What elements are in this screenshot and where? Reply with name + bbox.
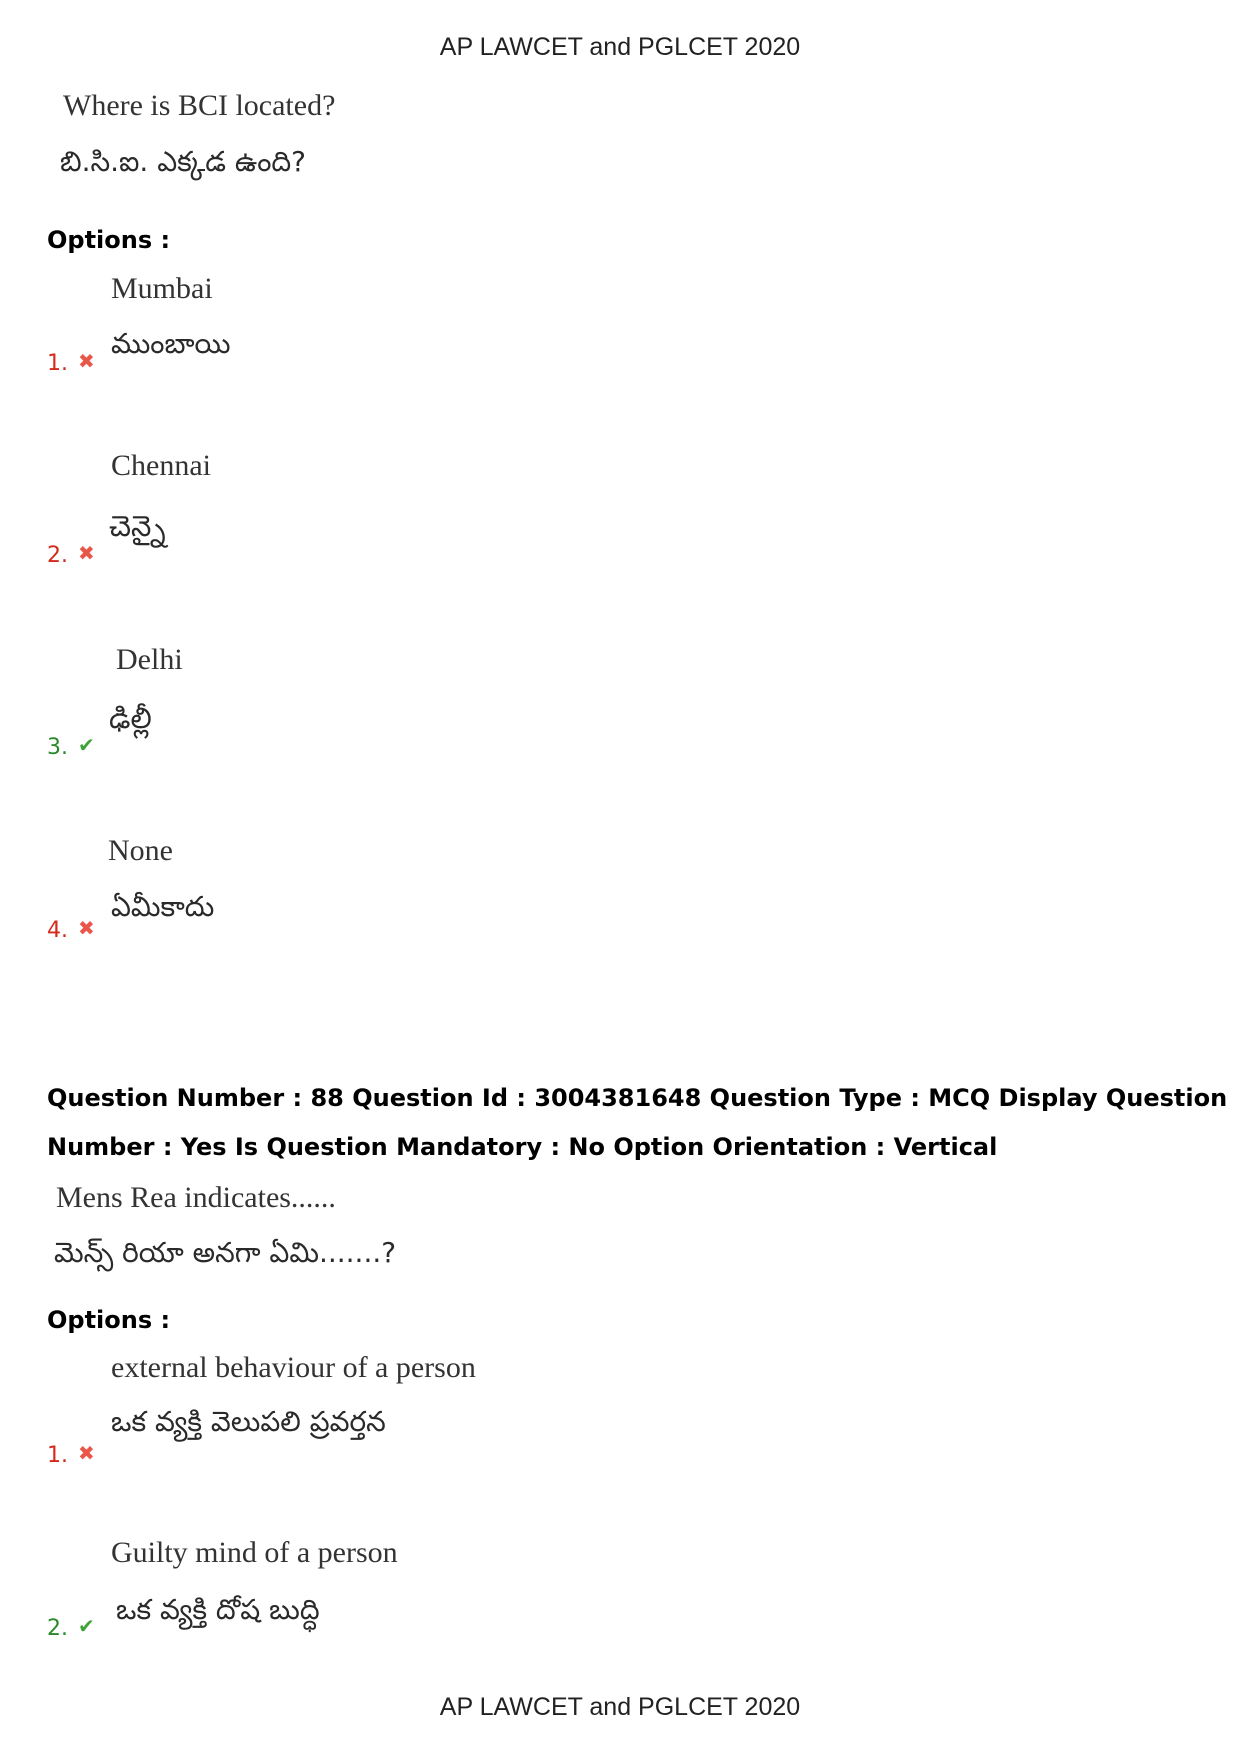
option-2-number [47, 1613, 95, 1642]
option-1-telugu: ఒక వ్యక్తి వెలుపలి ప్రవర్తన [111, 1405, 386, 1438]
option-number: 1. [47, 351, 68, 376]
options-label: Options : [47, 226, 171, 254]
page-footer: AP LAWCET and PGLCET 2020 [439, 1693, 801, 1721]
cross-icon: ✖ [78, 916, 95, 940]
question-text-telugu: మెన్స్ రియా అనగా ఏమి.......? [54, 1236, 397, 1269]
option-4-english: None [108, 834, 173, 867]
option-2-telugu: ఒక వ్యక్తి దోష బుద్ధి [116, 1593, 320, 1626]
cross-icon: ✖ [78, 541, 95, 565]
option-1-number [47, 348, 95, 377]
option-4-telugu: ఏమీకాదు [111, 890, 215, 923]
question-text-english: Mens Rea indicates...... [56, 1181, 336, 1214]
option-1-english: Mumbai [111, 272, 213, 305]
check-icon: ✔ [78, 1614, 95, 1638]
option-2-english: Chennai [111, 449, 211, 482]
option-1-telugu: ముంబాయి [111, 327, 231, 360]
options-label: Options : [47, 1306, 171, 1334]
option-2-number [47, 540, 95, 569]
cross-icon: ✖ [78, 349, 95, 373]
option-number: 2. [47, 1616, 68, 1641]
option-number: 2. [47, 543, 68, 568]
option-2-telugu: చెన్నై [109, 509, 166, 543]
question-text-telugu: బి.సి.ఐ. ఎక్కడ ఉంది? [60, 145, 307, 178]
page-header: AP LAWCET and PGLCET 2020 [439, 33, 801, 61]
option-number: 4. [47, 918, 68, 943]
question-meta-line-2: Number : Yes Is Question Mandatory : No Option Orientation : Vertical [47, 1133, 998, 1161]
cross-icon: ✖ [78, 1441, 95, 1465]
check-icon: ✔ [78, 733, 95, 757]
option-number: 3. [47, 735, 68, 760]
option-1-number [47, 1440, 95, 1469]
question-text-english: Where is BCI located? [63, 89, 336, 122]
option-2-english: Guilty mind of a person [111, 1536, 398, 1569]
option-number: 1. [47, 1443, 68, 1468]
option-3-english: Delhi [116, 643, 183, 676]
question-meta-line-1: Question Number : 88 Question Id : 3004381648 Question Type : MCQ Display Question [47, 1084, 1228, 1112]
option-4-number [47, 915, 95, 944]
option-3-number [47, 732, 95, 761]
option-1-english: external behaviour of a person [111, 1351, 476, 1384]
option-3-telugu: ఢిల్లీ [109, 701, 152, 735]
